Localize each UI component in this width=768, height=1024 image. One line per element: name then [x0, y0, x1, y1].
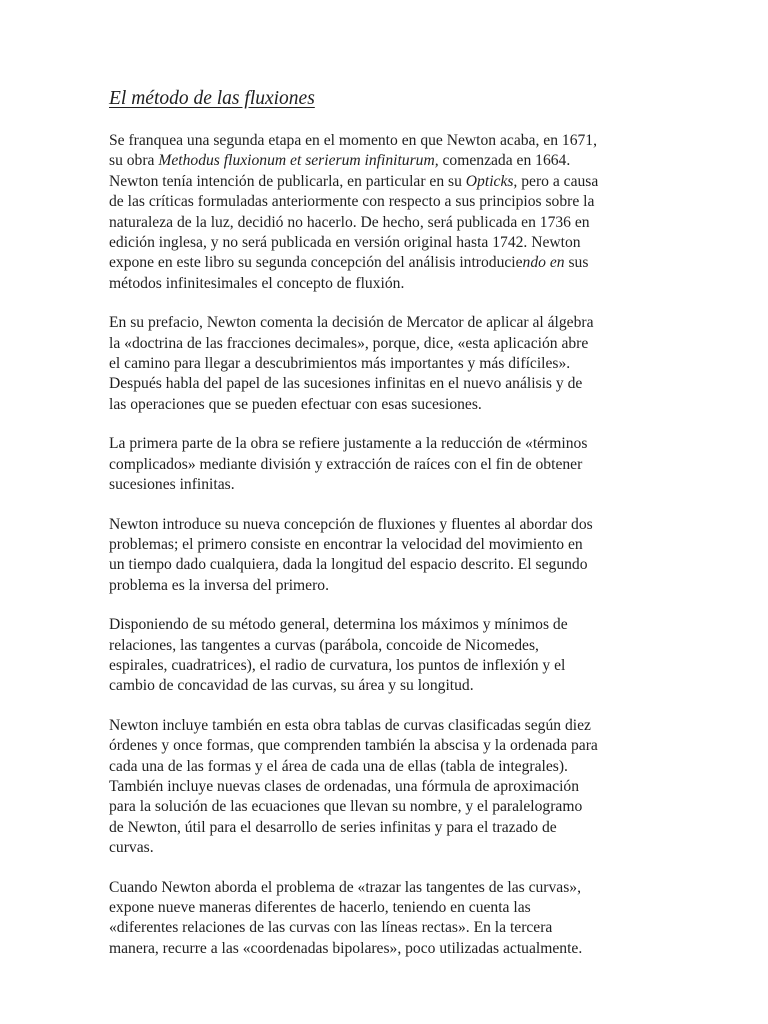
- text-line: [109, 716, 661, 736]
- text-run: «diferentes relaciones de las curvas con las líneas rectas». En la tercera: [109, 919, 553, 937]
- text-line: [109, 274, 661, 294]
- text-line: [109, 918, 661, 938]
- text-run: pero a causa: [517, 172, 599, 190]
- italic-text: Methodus fluxionum et serierum infiniturum,: [158, 152, 439, 170]
- text-line: [109, 736, 661, 756]
- text-run: las operaciones que se pueden efectuar con esas sucesiones.: [109, 395, 482, 413]
- text-run: sus: [564, 254, 589, 272]
- text-line: [109, 576, 661, 596]
- text-run: manera, recurre a las «coordenadas bipolares», poco utilizadas actualmente.: [109, 939, 583, 957]
- text-line: [109, 656, 661, 676]
- text-line: [109, 838, 661, 858]
- text-line: [109, 818, 661, 838]
- text-line: [109, 313, 661, 333]
- document-body: [109, 131, 661, 959]
- text-line: [109, 676, 661, 696]
- text-run: el camino para llegar a descubrimientos más importantes y más difíciles».: [109, 355, 571, 373]
- text-run: cambio de concavidad de las curvas, su área y su longitud.: [109, 677, 474, 695]
- text-run: Newton tenía intención de publicarla, en particular en su: [109, 172, 466, 190]
- paragraph: [109, 716, 661, 859]
- text-run: complicados» mediante división y extracción de raíces con el fin de obtener: [109, 455, 583, 473]
- document-title: El método de las fluxiones: [109, 88, 315, 109]
- text-run: de las críticas formuladas anteriormente con respecto a sus principios sobre la: [109, 193, 595, 211]
- paragraph: [109, 878, 661, 960]
- text-run: edición inglesa, y no será publicada en versión original hasta 1742. Newton: [109, 234, 581, 252]
- italic-text: ndo en: [522, 254, 565, 272]
- text-line: [109, 535, 661, 555]
- text-run: Después habla del papel de las sucesiones infinitas en el nuevo análisis y de: [109, 375, 583, 393]
- text-run: problema es la inversa del primero.: [109, 576, 329, 594]
- text-line: [109, 434, 661, 454]
- paragraph: [109, 515, 661, 597]
- text-run: de Newton, útil para el desarrollo de series infinitas y para el trazado de: [109, 818, 557, 836]
- text-run: cada una de las formas y el área de cada una de ellas (tabla de integrales).: [109, 757, 568, 775]
- text-run: La primera parte de la obra se refiere justamente a la reducción de «términos: [109, 435, 588, 453]
- text-line: [109, 374, 661, 394]
- text-line: [109, 515, 661, 535]
- text-line: [109, 192, 661, 212]
- text-run: Cuando Newton aborda el problema de «trazar las tangentes de las curvas»,: [109, 878, 581, 896]
- text-line: [109, 131, 661, 151]
- text-line: [109, 475, 661, 495]
- text-run: órdenes y once formas, que comprenden también la abscisa y la ordenada para: [109, 737, 598, 755]
- italic-text: Opticks,: [465, 172, 518, 190]
- text-run: Se franquea una segunda etapa en el momento en que Newton acaba, en 1671,: [109, 132, 597, 149]
- text-run: También incluye nuevas clases de ordenadas, una fórmula de aproximación: [109, 777, 580, 795]
- text-line: [109, 455, 661, 475]
- text-run: sucesiones infinitas.: [109, 476, 235, 494]
- text-line: [109, 151, 661, 171]
- text-run: naturaleza de la luz, decidió no hacerlo. De hecho, será publicada en 1736 en: [109, 213, 590, 231]
- text-line: [109, 636, 661, 656]
- text-line: [109, 172, 661, 192]
- text-line: [109, 797, 661, 817]
- text-run: En su prefacio, Newton comenta la decisión de Mercator de aplicar al álgebra: [109, 314, 594, 332]
- paragraph: [109, 131, 661, 294]
- text-run: métodos infinitesimales el concepto de fluxión.: [109, 274, 405, 292]
- text-line: [109, 213, 661, 233]
- document-page: [109, 86, 661, 978]
- text-run: Disponiendo de su método general, determina los máximos y mínimos de: [109, 616, 568, 634]
- text-line: [109, 777, 661, 797]
- text-run: curvas.: [109, 839, 154, 857]
- text-run: expone en este libro su segunda concepción del análisis introducie: [109, 254, 523, 272]
- text-line: [109, 878, 661, 898]
- text-line: [109, 555, 661, 575]
- text-line: [109, 898, 661, 918]
- text-line: [109, 615, 661, 635]
- text-run: expone nueve maneras diferentes de hacerlo, teniendo en cuenta las: [109, 899, 531, 916]
- text-run: su obra: [109, 152, 159, 170]
- text-run: la «doctrina de las fracciones decimales», porque, dice, «esta aplicación abre: [109, 334, 589, 352]
- text-run: relaciones, las tangentes a curvas (parábola, concoide de Nicomedes,: [109, 636, 539, 654]
- paragraph: [109, 434, 661, 495]
- paragraph: [109, 615, 661, 697]
- text-run: Newton incluye también en esta obra tablas de curvas clasificadas según diez: [109, 716, 591, 734]
- text-run: para la solución de las ecuaciones que llevan su nombre, y el paralelogramo: [109, 798, 583, 816]
- paragraph: [109, 313, 661, 415]
- text-line: [109, 395, 661, 415]
- text-run: comenzada en 1664.: [438, 152, 571, 170]
- text-line: [109, 939, 661, 959]
- text-line: [109, 757, 661, 777]
- text-run: problemas; el primero consiste en encontrar la velocidad del movimiento en: [109, 535, 583, 553]
- text-run: espirales, cuadratrices), el radio de curvatura, los puntos de inflexión y el: [109, 656, 566, 674]
- text-run: un tiempo dado cualquiera, dada la longitud del espacio descrito. El segundo: [109, 556, 588, 574]
- text-run: Newton introduce su nueva concepción de fluxiones y fluentes al abordar dos: [109, 515, 593, 533]
- text-line: [109, 253, 661, 273]
- text-line: [109, 233, 661, 253]
- text-line: [109, 354, 661, 374]
- text-line: [109, 334, 661, 354]
